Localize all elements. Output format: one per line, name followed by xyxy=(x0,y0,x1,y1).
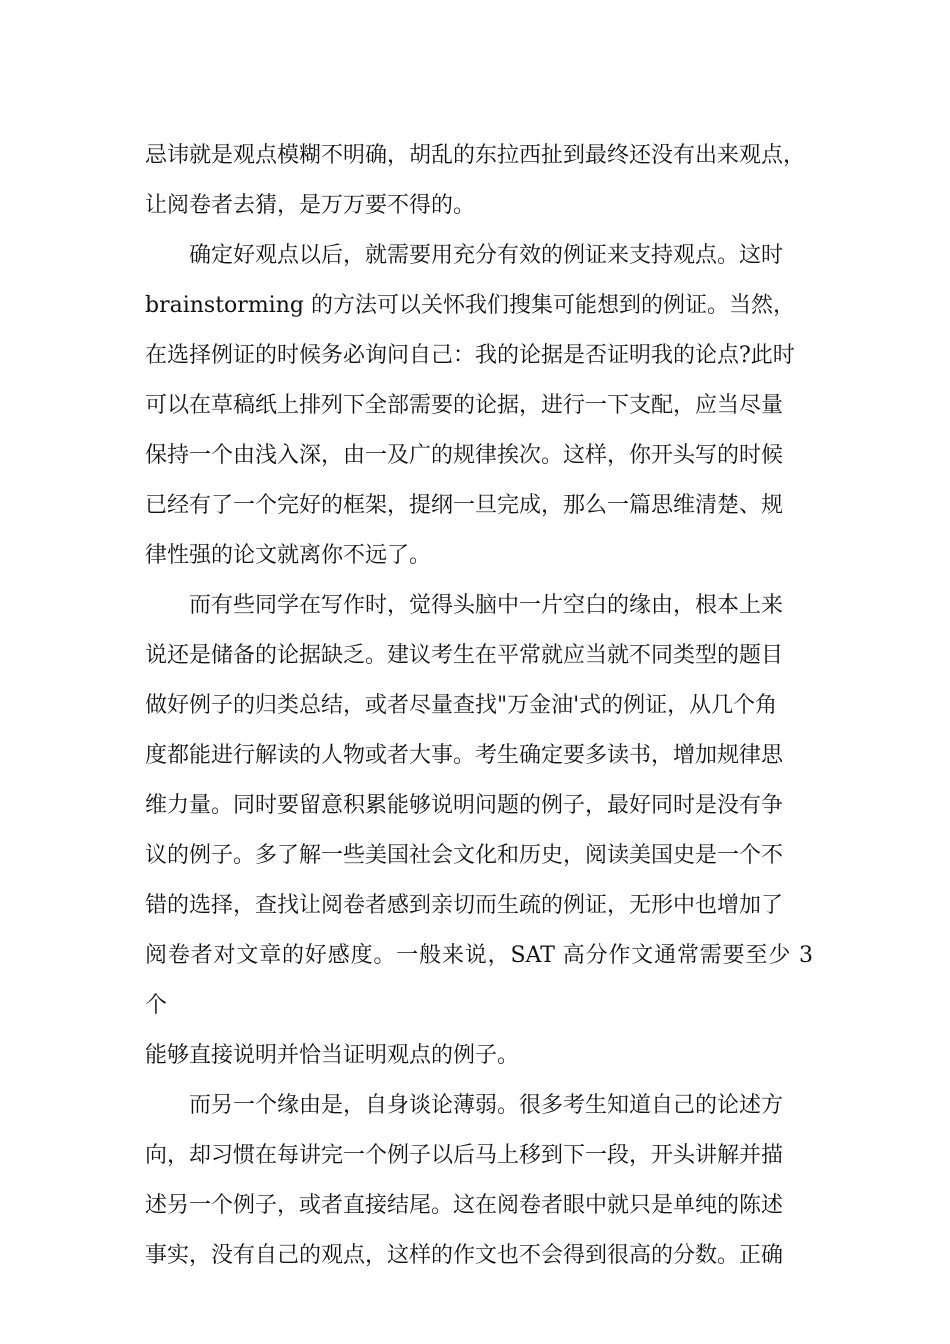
paragraph-2: 确定好观点以后，就需要用充分有效的例证来支持观点。这时 brainstorming 的方法可以关怀我们搜集可能想到的例证。当然， 在选择例证的时候务必询问自己：我的论据是否证明我的论点?此时 可以在草稿纸上排列下全部需要的论据，进行一下支配，应当尽量 保持一个由浅入深，由一及广的规律挨次。这样，你开头写的时候 已经有了一个完好的框架，提纲一旦完成，那么一篇思维清楚、规 律性强的论文就离你不远了。 xyxy=(145,243,795,568)
document-body xyxy=(145,131,813,1281)
paragraph-4: 而另一个缘由是，自身谈论薄弱。很多考生知道自己的论述方 向，却习惯在每讲完一个例子以后马上移到下一段，开头讲解并描 述另一个例子，或者直接结尾。这在阅卷者眼中就只是单纯的陈述 事实，没有自己的观点，这样的作文也不会得到很高的分数。正确 xyxy=(145,1093,784,1268)
paragraph-1: 忌讳就是观点模糊不明确，胡乱的东拉西扯到最终还没有出来观点， 让阅卷者去猜，是万万要不得的。 xyxy=(145,143,806,218)
paragraph-3: 而有些同学在写作时，觉得头脑中一片空白的缘由，根本上来 说还是储备的论据缺乏。建议考生在平常就应当就不同类型的题目 做好例子的归类总结，或者尽量查找"万金油'式的例证，从几个角 度都能进行解读的人物或者大事。考生确定要多读书，增加规律思 维力量。同时要留意积累能够说明问题的例子，最好同时是没有争 议的例子。多了解一些美国社会文化和历史，阅读美国史是一个不 错的选择，查找让阅卷者感到亲切而生疏的例证，无形中也增加了 阅卷者对文章的好感度。一般来说，SAT 高分作文通常需要至少 3 个 能够直接说明并恰当证明观点的例子。 xyxy=(145,593,813,1068)
